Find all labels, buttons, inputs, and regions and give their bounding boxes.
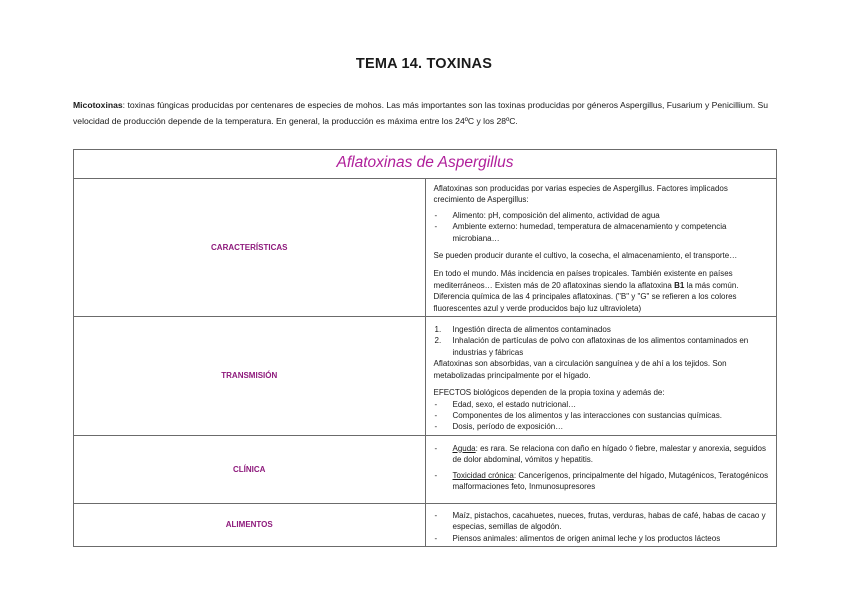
intro-text: : toxinas fúngicas producidas por centenares de especies de mohos. Las más importantes son las toxinas producidas por géneros Aspergillus, Fusarium y Penicillium. Su velocidad de producción depende de la temperatura. En general, la producción es máxima entre los 24ºC y los 28ºC.	[73, 100, 769, 126]
list-item: 2. Inhalación de partículas de polvo con aflatoxinas de los alimentos contaminados en industrias y fábricas	[434, 336, 749, 357]
table-header-cell	[74, 150, 777, 179]
list-item: - Alimento: pH, composición del alimento, actividad de agua	[434, 210, 660, 220]
list-item: - Ambiente externo: humedad, temperatura de almacenamiento y competencia microbiana…	[434, 222, 727, 243]
row-content-transmision	[425, 317, 777, 436]
table-row-alimentos	[74, 503, 777, 546]
row-content-caracteristicas	[425, 179, 777, 317]
intro-paragraph	[73, 98, 778, 129]
row-label-caracteristicas: CARACTERÍSTICAS	[74, 179, 426, 317]
row-content-alimentos	[425, 503, 777, 546]
table-row-clinica	[74, 435, 777, 503]
list-item: - Toxicidad crónica: Cancerígenos, principalmente del hígado, Mutagénicos, Teratogénicos malformaciones feto, Inmunosupresores	[434, 470, 769, 491]
row-label-clinica: CLÍNICA	[74, 435, 426, 503]
list-item: - Piensos animales: alimentos de origen animal leche y los productos lácteos	[434, 533, 721, 543]
caracteristicas-distribution: En todo el mundo. Más incidencia en países tropicales. También existente en países mediterráneos… Existen más de 20 aflatoxinas siendo la aflatoxina B1 la más común. Diferencia química de las 4 principales aflatoxinas. ("B" y "G" se refieren a los colores fluorescentes azul y verde producidos bajo luz ultravioleta)	[433, 269, 739, 313]
row-label-alimentos: ALIMENTOS	[74, 503, 426, 546]
table-header: Aflatoxinas de Aspergillus	[336, 154, 514, 172]
transmision-effects: EFECTOS biológicos dependen de la propia toxina y además de:	[433, 388, 665, 398]
list-item: - Maíz, pistachos, cacahuetes, nueces, frutas, verduras, habas de café, habas de cacao y especias, semillas de algodón.	[434, 510, 766, 532]
aflatoxin-table	[73, 149, 777, 547]
caracteristicas-intro: Aflatoxinas son producidas por varias especies de Aspergillus. Factores implicados crecimiento de Aspergillus:	[433, 184, 728, 205]
table-row-transmision	[74, 317, 777, 436]
list-item: - Componentes de los alimentos y las interacciones con sustancias químicas.	[434, 410, 722, 420]
list-item: 1. Ingestión directa de alimentos contaminados	[434, 325, 611, 335]
list-item: - Aguda: es rara. Se relaciona con daño en hígado ◊ fiebre, malestar y anorexia, seguidos de dolor abdominal, vómitos y hepatitis.	[434, 443, 766, 465]
page-title: TEMA 14. TOXINAS	[355, 56, 493, 72]
caracteristicas-production: Se pueden producir durante el cultivo, la cosecha, el almacenamiento, el transporte…	[433, 251, 738, 261]
table-row-caracteristicas	[74, 179, 777, 317]
transmision-absorption: Aflatoxinas son absorbidas, van a circulación sanguínea y de ahí a los tejidos. Son metabolizadas principalmente por el hígado.	[433, 359, 727, 380]
row-label-transmision: TRANSMISIÓN	[74, 317, 426, 436]
list-item: - Edad, sexo, el estado nutricional…	[434, 399, 577, 409]
row-content-clinica	[425, 435, 777, 503]
list-item: - Dosis, período de exposición…	[434, 422, 564, 432]
intro-term: Micotoxinas	[73, 100, 123, 110]
